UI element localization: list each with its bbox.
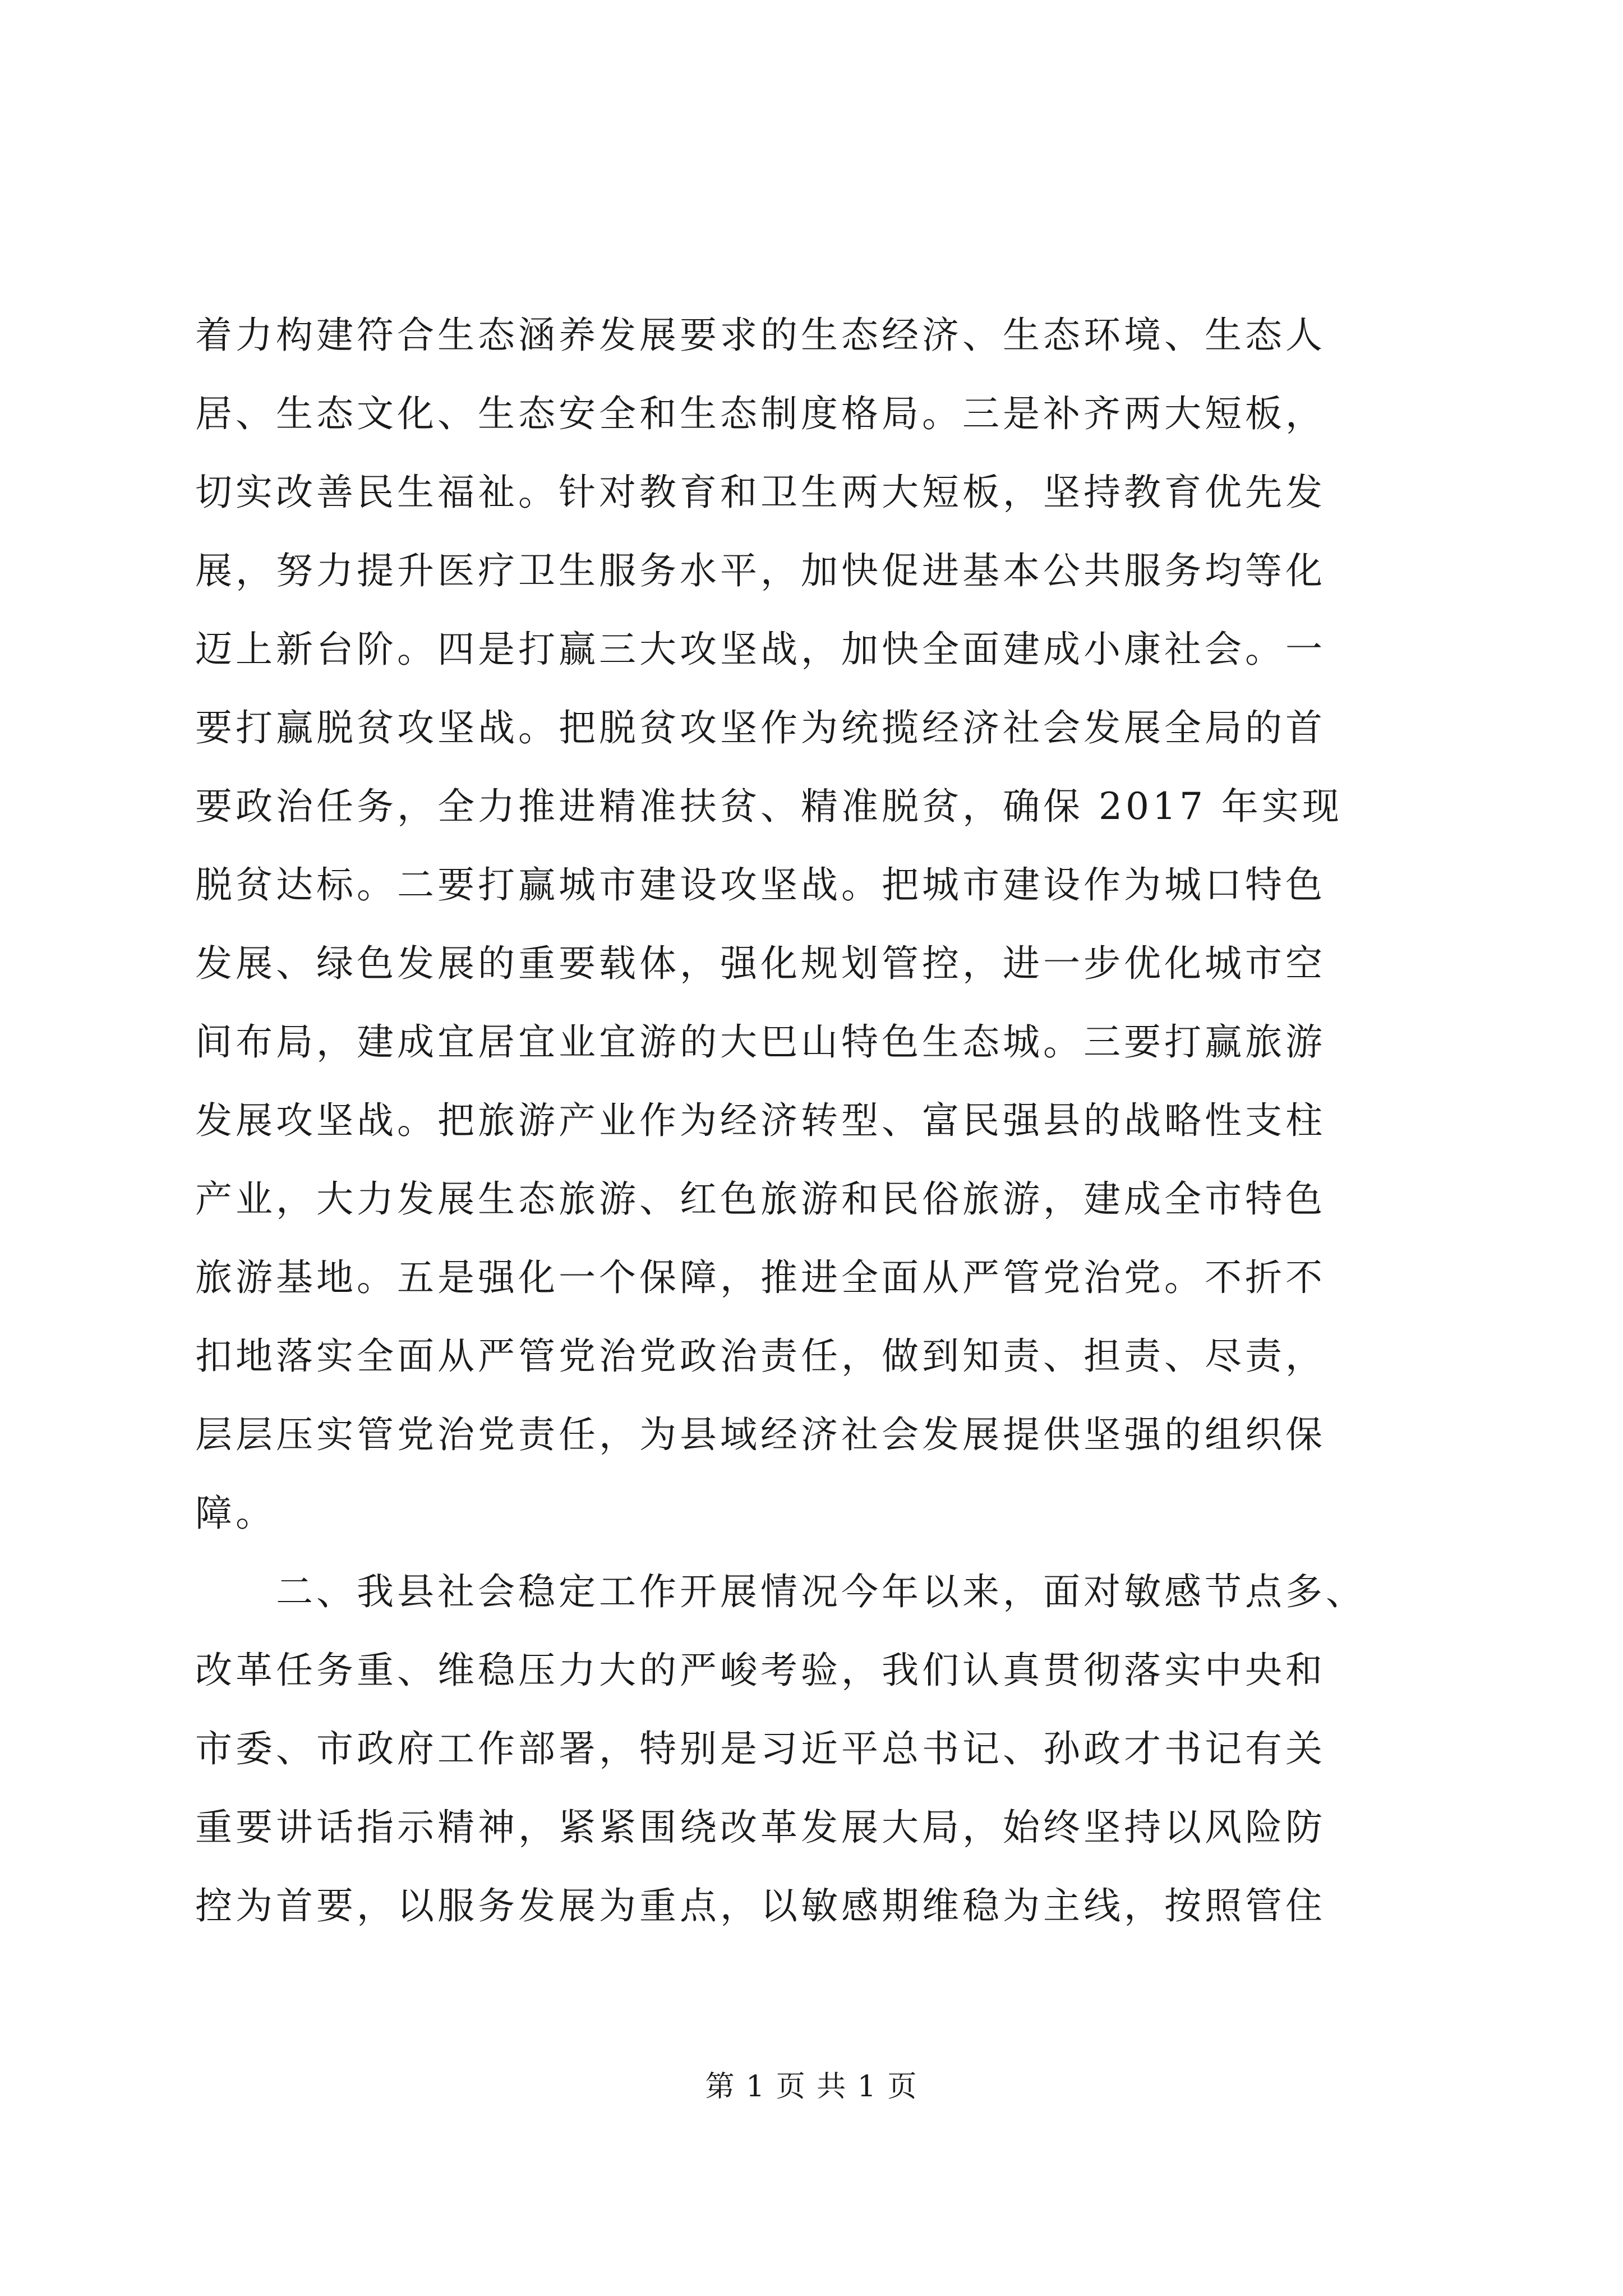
text-line: 控为首要，以服务发展为重点，以敏感期维稳为主线，按照管住 [195, 1884, 1326, 1927]
paragraph-start-line: 二、我县社会稳定工作开展情况今年以来，面对敏感节点多、 [195, 1570, 1366, 1613]
text-line: 迈上新台阶。四是打赢三大攻坚战，加快全面建成小康社会。一 [195, 628, 1326, 671]
text-line: 间布局，建成宜居宜业宜游的大巴山特色生态城。三要打赢旅游 [195, 1020, 1326, 1064]
text-line: 市委、市政府工作部署，特别是习近平总书记、孙政才书记有关 [195, 1727, 1326, 1770]
text-line: 扣地落实全面从严管党治党政治责任，做到知责、担责、尽责， [195, 1335, 1326, 1378]
text-line: 改革任务重、维稳压力大的严峻考验，我们认真贯彻落实中央和 [195, 1649, 1326, 1692]
text-line: 着力构建符合生态涵养发展要求的生态经济、生态环境、生态人 [195, 314, 1326, 357]
text-line: 居、生态文化、生态安全和生态制度格局。三是补齐两大短板， [195, 392, 1326, 435]
text-line: 发展攻坚战。把旅游产业作为经济转型、富民强县的战略性支柱 [195, 1099, 1326, 1142]
text-line: 展，努力提升医疗卫生服务水平，加快促进基本公共服务均等化 [195, 549, 1326, 592]
text-line: 脱贫达标。二要打赢城市建设攻坚战。把城市建设作为城口特色 [195, 863, 1326, 907]
text-line: 层层压实管党治党责任，为县域经济社会发展提供坚强的组织保 [195, 1413, 1326, 1456]
text-line: 旅游基地。五是强化一个保障，推进全面从严管党治党。不折不 [195, 1256, 1326, 1299]
text-line: 切实改善民生福祉。针对教育和卫生两大短板，坚持教育优先发 [195, 471, 1326, 514]
text-line: 重要讲话指示精神，紧紧围绕改革发展大局，始终坚持以风险防 [195, 1806, 1326, 1849]
body-text [195, 296, 1412, 1945]
text-line: 障。 [195, 1492, 276, 1535]
text-line: 发展、绿色发展的重要载体，强化规划管控，进一步优化城市空 [195, 942, 1326, 985]
text-line: 要政治任务，全力推进精准扶贫、精准脱贫，确保 2017 年实现 [195, 785, 1343, 828]
page-footer: 第 1 页 共 1 页 [705, 2070, 918, 2104]
text-line: 要打赢脱贫攻坚战。把脱贫攻坚作为统揽经济社会发展全局的首 [195, 706, 1326, 749]
text-line: 产业，大力发展生态旅游、红色旅游和民俗旅游，建成全市特色 [195, 1177, 1326, 1221]
